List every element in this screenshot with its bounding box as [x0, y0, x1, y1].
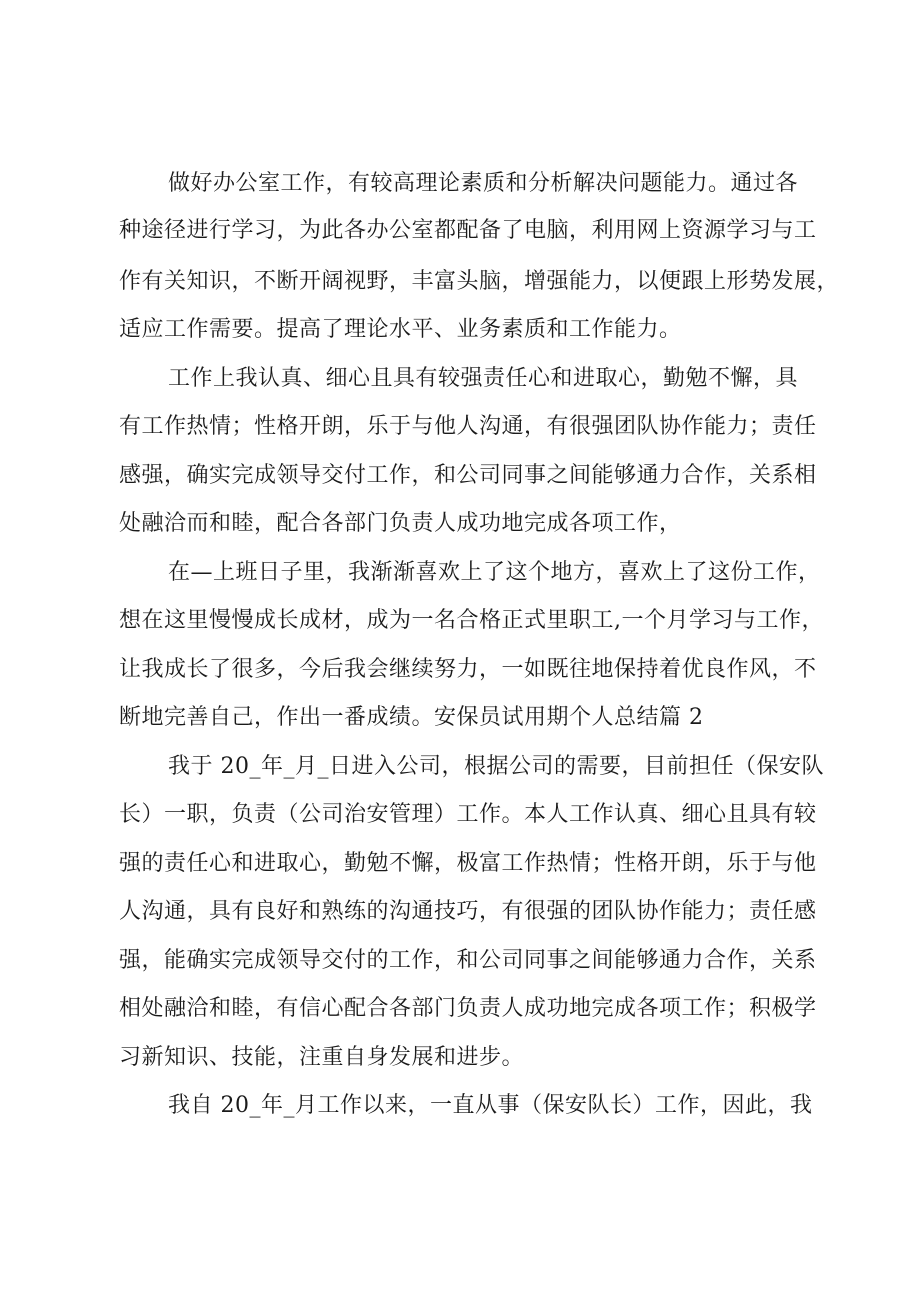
paragraph-line-3: 作有关知识，不断开阔视野，丰富头脑，增强能力，以便跟上形势发展，: [119, 269, 840, 294]
paragraph-line-12: 断地完善自己，作出一番成绩。安保员试用期个人总结篇 2: [119, 705, 704, 730]
paragraph-line-15: 强的责任心和进取心，勤勉不懈，极富工作热情；性格开朗，乐于与他: [119, 851, 817, 876]
paragraph-line-18: 相处融洽和睦，有信心配合各部门负责人成功地完成各项工作；积极学: [119, 996, 817, 1021]
paragraph-line-4: 适应工作需要。提高了理论水平、业务素质和工作能力。: [119, 317, 682, 342]
paragraph-line-13: 我于 20_年_月_日进入公司，根据公司的需要，目前担任（保安队: [168, 754, 824, 779]
paragraph-line-16: 人沟通，具有良好和熟练的沟通技巧，有很强的团队协作能力；责任感: [119, 899, 817, 924]
paragraph-line-2: 种途径进行学习，为此各办公室都配备了电脑，利用网上资源学习与工: [119, 218, 817, 243]
paragraph-line-6: 有工作热情；性格开朗，乐于与他人沟通，有很强团队协作能力；责任: [119, 414, 817, 439]
paragraph-line-11: 让我成长了很多，今后我会继续努力，一如既往地保持着优良作风，不: [119, 657, 817, 682]
paragraph-line-10: 想在这里慢慢成长成材，成为一名合格正式里职工,一个月学习与工作，: [119, 608, 824, 633]
paragraph-line-1: 做好办公室工作，有较高理论素质和分析解决问题能力。通过各: [168, 171, 799, 196]
paragraph-line-17: 强，能确实完成领导交付的工作，和公司同事之间能够通力合作，关系: [119, 948, 817, 973]
paragraph-line-14: 长）一职，负责（公司治安管理）工作。本人工作认真、细心且具有较: [119, 802, 817, 827]
paragraph-line-5: 工作上我认真、细心且具有较强责任心和进取心，勤勉不懈，具: [168, 366, 799, 391]
paragraph-line-9: 在—上班日子里，我渐渐喜欢上了这个地方，喜欢上了这份工作，: [168, 560, 821, 585]
paragraph-line-8: 处融洽而和睦，配合各部门负责人成功地完成各项工作，: [119, 511, 682, 536]
paragraph-line-7: 感强，确实完成领导交付工作，和公司同事之间能够通力合作，关系相: [119, 463, 817, 488]
paragraph-line-19: 习新知识、技能，注重自身发展和进步。: [119, 1045, 525, 1070]
paragraph-line-20: 我自 20_年_月工作以来，一直从事（保安队长）工作，因此，我: [168, 1093, 813, 1118]
